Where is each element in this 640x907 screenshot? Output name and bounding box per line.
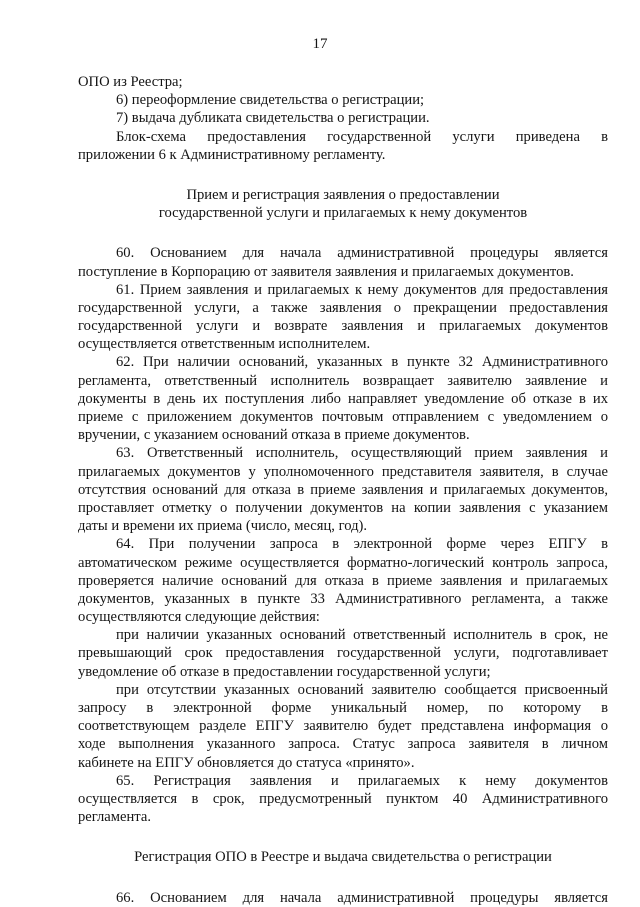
section-heading: Регистрация ОПО в Реестре и выдача свидетельства о регистрации [134, 849, 552, 866]
paragraph-line: при наличии указанных оснований ответственный исполнитель в срок, не [116, 627, 608, 644]
document-body [78, 73, 608, 907]
text-line: приложении 6 к Административному регламенту. [78, 146, 386, 163]
paragraph-line: приеме с приложением документов почтовым отправлением с уведомлением о [78, 409, 608, 425]
paragraph-line: ходе выполнения указанного запроса. Статус запроса заявителя в личном [78, 736, 608, 753]
paragraph-line: кабинете на ЕПГУ обновляется до статуса «принято». [78, 754, 415, 771]
paragraph-line: проставляет отметку о получении документов на копии заявления с указанием [78, 499, 608, 516]
paragraph-line: государственной услуги и возврате заявления и прилагаемых документов [78, 318, 608, 335]
paragraph-line: вручении, с указанием оснований отказа в приеме документов. [78, 427, 470, 444]
paragraph-line: 63. Ответственный исполнитель, осуществляющий прием заявления и [116, 445, 608, 462]
paragraph-line: соответствующем разделе ЕПГУ заявителю будет представлена информация о [78, 718, 608, 735]
paragraph-line: осуществляются следующие действия: [78, 609, 320, 626]
paragraph-line: документов, указанных в пункте 33 Административного регламента, а также [78, 590, 608, 607]
list-item: 6) переоформление свидетельства о регистрации; [116, 92, 425, 109]
paragraph-line: запросу в электронной форме уникальный номер, по которому в [78, 700, 608, 716]
text-line: Блок-схема предоставления государственной услуги приведена в [116, 128, 608, 145]
page-number: 17 [312, 36, 328, 52]
paragraph-line: документы в день их поступления либо направляет уведомление об отказе в их [78, 390, 608, 407]
paragraph-line: 61. Прием заявления и прилагаемых к нему документов для предоставления [116, 281, 608, 298]
paragraph-line: государственной услуги, а также заявления о прекращении предоставления [78, 299, 608, 316]
paragraph-line: прилагаемых документов у уполномоченного представителя заявителя, в случае [78, 463, 608, 480]
paragraph-line: осуществляется в срок, предусмотренный пунктом 40 Административного [78, 790, 608, 807]
paragraph-line: 65. Регистрация заявления и прилагаемых к нему документов [116, 772, 608, 789]
paragraph-line: осуществляется ответственным исполнителем. [78, 336, 371, 353]
paragraph-line: регламента, ответственный исполнитель возвращает заявителю заявление и [78, 372, 608, 389]
paragraph-line: отсутствия оснований для отказа в приеме заявления и прилагаемых документов, [78, 481, 608, 498]
paragraph-line: поступление в Корпорацию от заявителя заявления и прилагаемых документов. [78, 263, 574, 280]
paragraph-line: 64. При получении запроса в электронной форме через ЕПГУ в [116, 536, 608, 553]
paragraph-line: 62. При наличии оснований, указанных в пункте 32 Административного [116, 354, 608, 371]
paragraph-line: уведомление об отказе в предоставлении государственной услуги; [78, 663, 491, 680]
list-item: 7) выдача дубликата свидетельства о регистрации. [116, 110, 430, 127]
section-heading: Прием и регистрация заявления о предоставлении [186, 186, 500, 203]
paragraph-line: проверяется наличие оснований для отказа в приеме заявления и прилагаемых [78, 572, 608, 589]
section-heading: государственной услуги и прилагаемых к нему документов [158, 205, 528, 222]
paragraph-line: 60. Основанием для начала административной процедуры является [116, 245, 608, 262]
paragraph-line: 66. Основанием для начала административной процедуры является [116, 889, 608, 906]
paragraph-line: автоматическом режиме осуществляется форматно-логический контроль запроса, [78, 554, 608, 571]
text-line: ОПО из Реестра; [78, 74, 183, 90]
paragraph-line: превышающий срок предоставления государственной услуги, подготавливает [78, 645, 608, 662]
paragraph-line: даты и времени их приема (число, месяц, год). [78, 518, 368, 535]
paragraph-line: при отсутствии указанных оснований заявителю сообщается присвоенный [116, 681, 608, 698]
paragraph-line: регламента. [78, 809, 151, 826]
